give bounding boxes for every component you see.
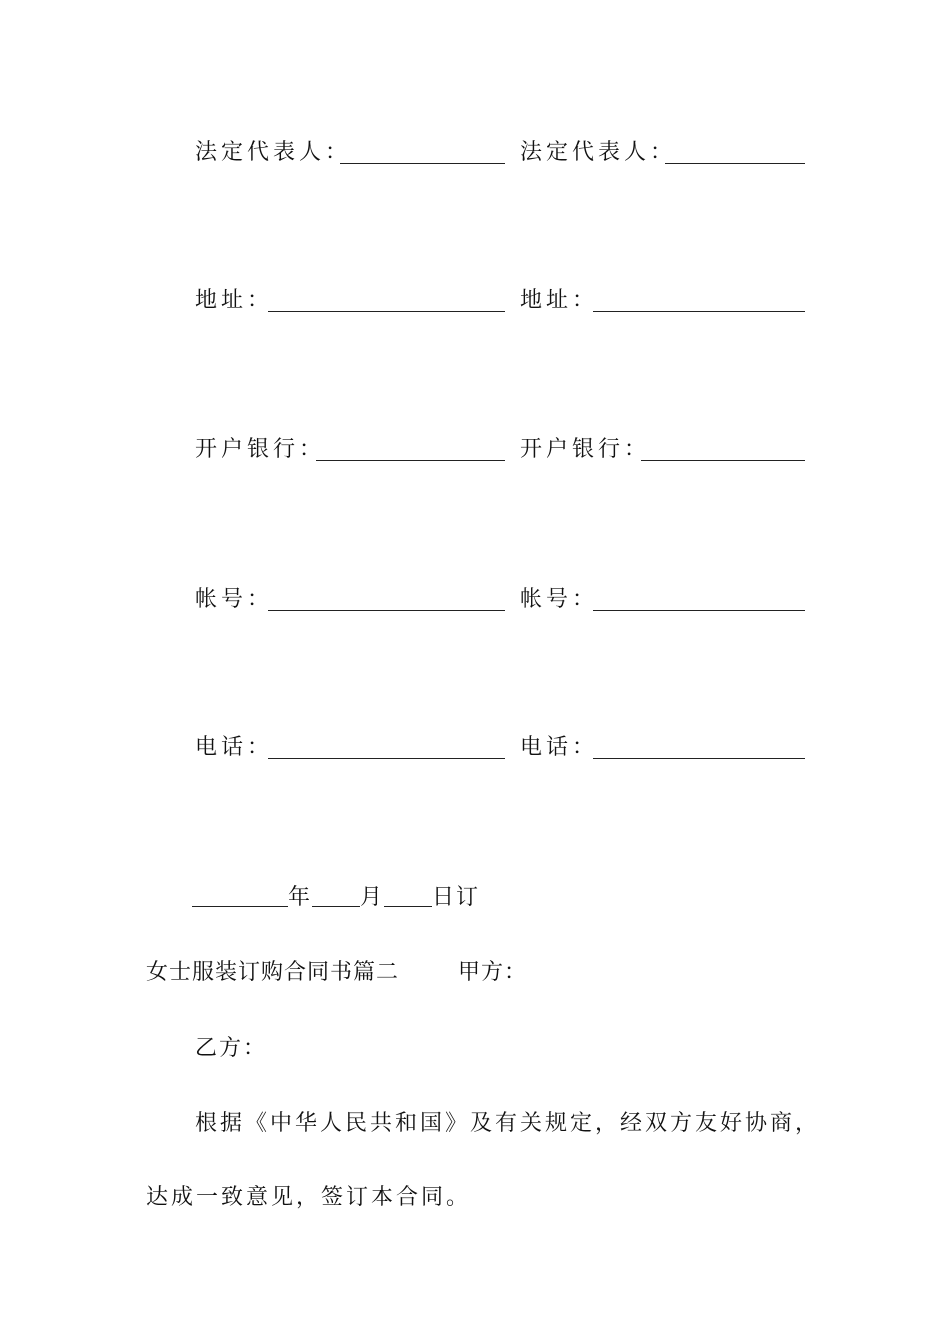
right-legal-rep-label: 法定代表人： [520,140,677,165]
left-phone-label: 电话： [195,735,274,760]
party-a-label: 甲方： [458,960,528,985]
year-label: 年 [288,885,313,910]
right-bank-blank [641,460,805,461]
right-bank-label: 开户银行： [520,437,651,462]
year-blank [192,884,288,907]
section-title: 女士服装订购合同书篇二 [146,960,400,985]
left-address-label: 地址： [195,288,274,313]
right-legal-rep-blank [665,163,805,164]
right-account-label: 帐号： [520,587,599,612]
day-blank [384,884,432,907]
signature-row-phone [0,733,950,763]
month-blank [312,884,360,907]
signature-row-legal-rep [0,138,950,168]
left-account-blank [268,610,505,611]
party-b-label: 乙方： [195,1036,268,1061]
left-phone-blank [268,758,505,759]
date-line [192,883,480,913]
right-phone-blank [593,758,805,759]
month-label: 月 [360,885,385,910]
left-address-blank [268,311,505,312]
left-bank-label: 开户银行： [195,437,326,462]
paragraph-line-1: 根据《中华人民共和国》及有关规定，经双方友好协商， [195,1111,821,1136]
paragraph-line-2: 达成一致意见，签订本合同。 [146,1185,472,1210]
signature-row-bank [0,435,950,465]
right-account-blank [593,610,805,611]
left-account-label: 帐号： [195,587,274,612]
right-address-blank [593,311,805,312]
left-legal-rep-label: 法定代表人： [195,140,352,165]
left-bank-blank [316,460,505,461]
right-address-label: 地址： [520,288,599,313]
right-phone-label: 电话： [520,735,599,760]
signature-row-address [0,286,950,316]
signature-row-account [0,585,950,615]
left-legal-rep-blank [340,163,505,164]
day-label: 日订 [432,885,481,910]
